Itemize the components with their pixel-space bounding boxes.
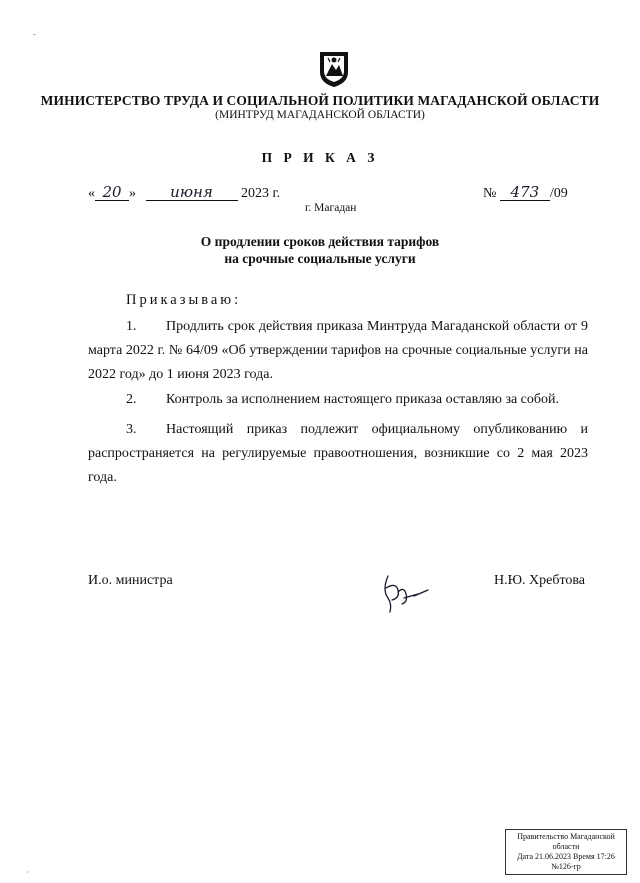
stamp-line-3: Дата 21.06.2023 Время 17:26	[517, 852, 615, 861]
item-number: 1.	[126, 319, 137, 334]
signer-role: И.о. министра	[88, 573, 173, 588]
item-number: 2.	[126, 392, 137, 407]
date-close-quote: »	[129, 186, 136, 201]
magadan-region-coat-of-arms-icon	[318, 50, 350, 88]
date-day: 20	[95, 184, 129, 201]
date-month: июня	[146, 184, 238, 201]
order-number	[483, 184, 568, 202]
number-prefix: №	[483, 186, 497, 201]
ministry-short-name: (МИНТРУД МАГАДАНСКОЙ ОБЛАСТИ)	[215, 109, 425, 121]
number-value: 473	[500, 184, 550, 201]
order-word: Приказываю:	[126, 292, 242, 308]
corner-mark-bottom: ·	[26, 868, 29, 877]
corner-mark-top: -	[33, 30, 36, 39]
list-item	[88, 315, 588, 387]
document-type: П Р И К А З	[261, 150, 379, 165]
number-suffix: /09	[549, 186, 568, 201]
stamp-line-4: №126-гр	[551, 862, 581, 871]
title-line-2: на срочные социальные услуги	[224, 251, 416, 266]
handwritten-signature	[378, 568, 438, 618]
list-item	[88, 388, 588, 412]
order-date	[88, 184, 280, 202]
document-title	[0, 233, 640, 267]
title-line-1: О продлении сроков действия тарифов	[200, 234, 440, 249]
item-number: 3.	[126, 422, 137, 437]
list-item	[88, 418, 588, 490]
signer-name: Н.Ю. Хребтова	[494, 573, 586, 588]
item-text: Продлить срок действия приказа Минтруда Магаданской области от 9 марта 2022 г. № 64/09 «Об утверждении тарифов на срочные социальные услуги на 2022 год» до 1 июня 2023 года.	[88, 319, 588, 382]
item-text: Настоящий приказ подлежит официальному опубликованию и распространяется на регулируемые правоотношения, возникшие со 2 мая 2023 года.	[88, 422, 588, 485]
stamp-line-2: области	[552, 842, 580, 851]
ministry-name: МИНИСТЕРСТВО ТРУДА И СОЦИАЛЬНОЙ ПОЛИТИКИ МАГАДАНСКОЙ ОБЛАСТИ	[40, 93, 600, 108]
date-open-quote: «	[88, 186, 95, 201]
date-year: 2023 г.	[241, 186, 281, 201]
item-text: Контроль за исполнением настоящего приказа оставляю за собой.	[166, 392, 560, 407]
registration-stamp	[505, 829, 627, 875]
stamp-line-1: Правительство Магаданской	[517, 832, 615, 841]
city: г. Магадан	[305, 202, 357, 214]
